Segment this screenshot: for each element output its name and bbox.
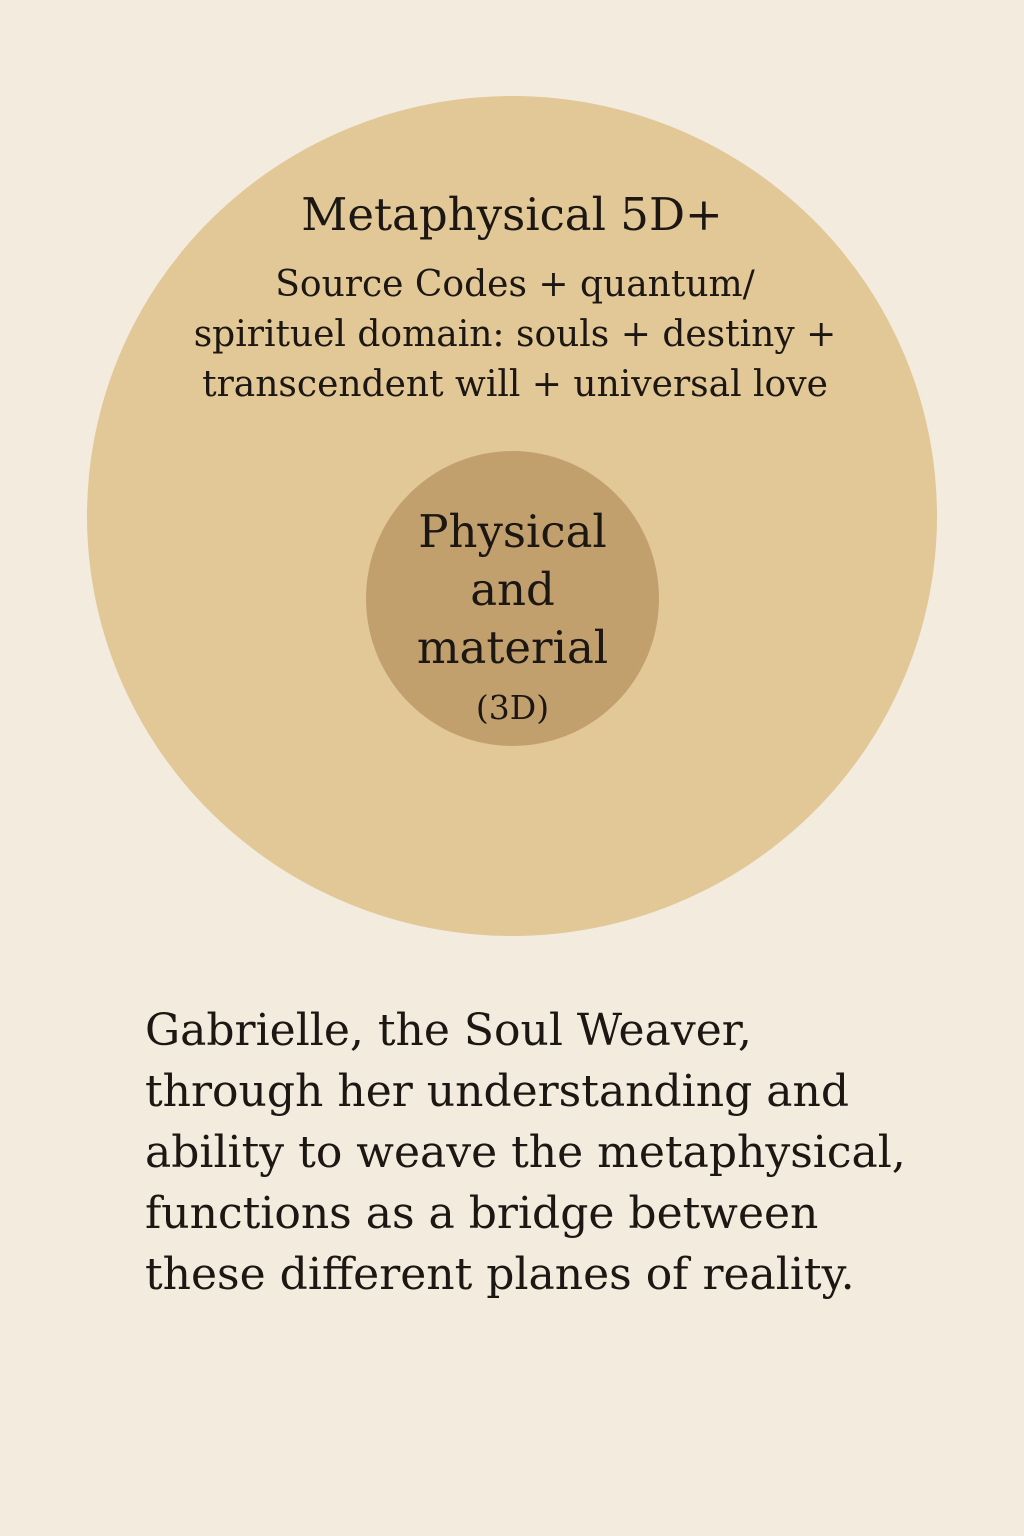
caption-text: [145, 1000, 965, 1305]
inner-label-line: Physical: [418, 505, 607, 558]
caption-line: ability to weave the metaphysical,: [145, 1127, 906, 1178]
outer-description-line: Source Codes + quantum/: [275, 264, 755, 305]
outer-description-line: spirituel domain: souls + destiny +: [193, 314, 837, 355]
inner-circle-dimension: (3D): [475, 688, 550, 727]
outer-circle-description: [120, 260, 910, 410]
caption-line: Gabrielle, the Soul Weaver,: [145, 1005, 752, 1056]
inner-label-line: and: [470, 563, 555, 616]
caption-line: functions as a bridge between: [145, 1188, 819, 1239]
inner-label-line: material: [416, 621, 609, 674]
outer-description-line: transcendent will + universal love: [202, 364, 828, 405]
inner-circle-label: [366, 503, 659, 677]
caption-line: these different planes of reality.: [145, 1249, 855, 1300]
outer-circle-title: Metaphysical 5D+: [301, 188, 723, 241]
caption-line: through her understanding and: [145, 1066, 849, 1117]
